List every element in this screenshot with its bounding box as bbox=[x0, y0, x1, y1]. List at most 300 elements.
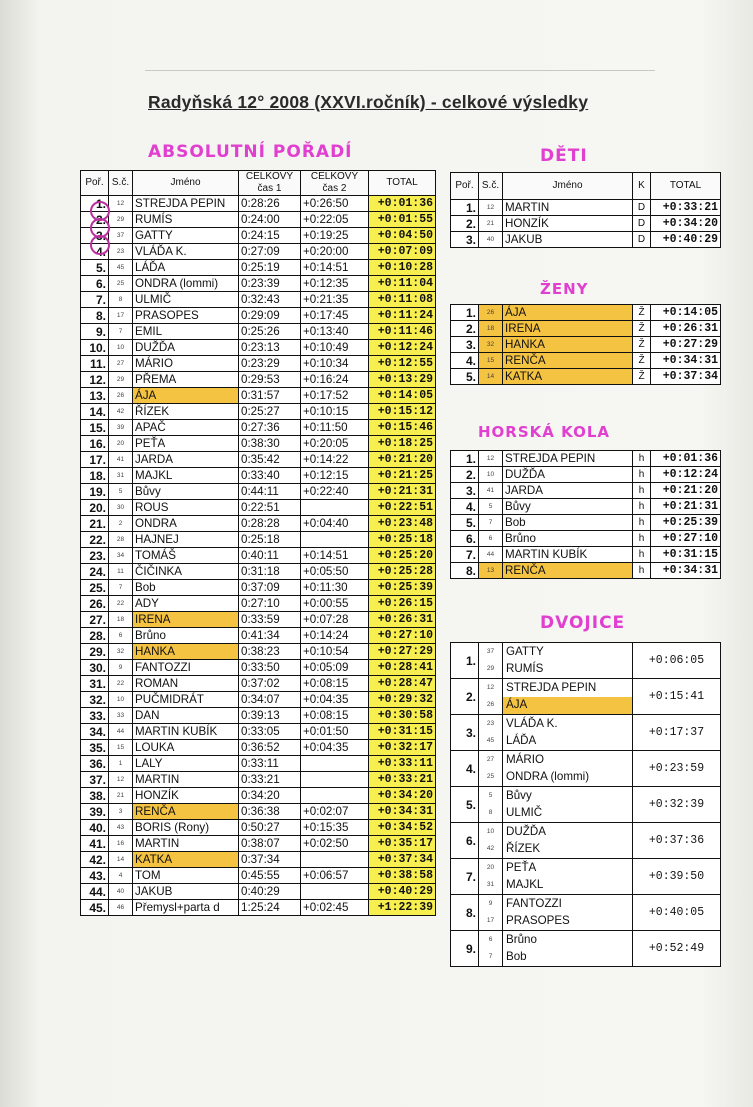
start-number-2: 17 bbox=[486, 916, 495, 924]
total-cell: +0:28:41 bbox=[369, 660, 436, 676]
start-number-cell: 17 bbox=[109, 308, 133, 324]
total-cell: +0:26:31 bbox=[651, 321, 721, 337]
time2-cell: +0:12:15 bbox=[301, 468, 369, 484]
rank-cell: 3. bbox=[451, 715, 479, 751]
table-row bbox=[451, 787, 721, 823]
time1-cell: 0:31:57 bbox=[239, 388, 301, 404]
total-cell: +0:30:58 bbox=[369, 708, 436, 724]
rank-cell: 2. bbox=[81, 212, 109, 228]
rank-cell: 43. bbox=[81, 868, 109, 884]
total-cell: +0:21:31 bbox=[369, 484, 436, 500]
total-cell: +0:32:17 bbox=[369, 740, 436, 756]
col-name: Jméno bbox=[503, 173, 633, 200]
table-row bbox=[81, 532, 436, 548]
bikes-heading: HORSKÁ KOLA bbox=[478, 423, 610, 441]
name-cell: PUČMIDRÁT bbox=[133, 692, 239, 708]
table-row bbox=[81, 884, 436, 900]
table-row bbox=[81, 900, 436, 916]
start-number-cell: 3 bbox=[109, 804, 133, 820]
table-row bbox=[81, 244, 436, 260]
category-cell: D bbox=[633, 216, 651, 232]
name-cell: VLÁĎA K. bbox=[133, 244, 239, 260]
name-cell: BORIS (Rony) bbox=[133, 820, 239, 836]
start-number-cell: 5 bbox=[109, 484, 133, 500]
rank-cell: 17. bbox=[81, 452, 109, 468]
rank-cell: 37. bbox=[81, 772, 109, 788]
start-number-2: 8 bbox=[488, 808, 493, 816]
start-number-cell: 44 bbox=[109, 724, 133, 740]
total-cell: +0:31:15 bbox=[369, 724, 436, 740]
rank-cell: 5. bbox=[451, 369, 479, 385]
time2-cell: +0:15:35 bbox=[301, 820, 369, 836]
rank-cell: 33. bbox=[81, 708, 109, 724]
time1-cell: 0:31:18 bbox=[239, 564, 301, 580]
start-number-cell: 40 bbox=[479, 232, 503, 248]
time2-cell: +0:04:40 bbox=[301, 516, 369, 532]
rank-cell: 36. bbox=[81, 756, 109, 772]
rank-cell: 2. bbox=[451, 679, 479, 715]
time2-cell: +0:26:50 bbox=[301, 196, 369, 212]
total-cell: +0:32:39 bbox=[633, 787, 721, 823]
category-cell: h bbox=[633, 499, 651, 515]
col-name: Jméno bbox=[133, 171, 239, 196]
total-cell: +0:01:36 bbox=[369, 196, 436, 212]
time2-cell: +0:02:50 bbox=[301, 836, 369, 852]
table-row bbox=[81, 820, 436, 836]
total-cell: +0:01:36 bbox=[651, 451, 721, 467]
pair-member-1: Bůvy bbox=[506, 788, 532, 802]
time2-cell: +0:16:24 bbox=[301, 372, 369, 388]
time1-cell: 0:37:34 bbox=[239, 852, 301, 868]
start-number-cell: 32 bbox=[479, 337, 503, 353]
start-number-cell: 6 bbox=[479, 531, 503, 547]
total-cell: +0:25:39 bbox=[369, 580, 436, 596]
total-cell: +0:34:20 bbox=[369, 788, 436, 804]
name-cell: HANKA bbox=[503, 337, 633, 353]
time1-cell: 0:41:34 bbox=[239, 628, 301, 644]
start-number-cell: 9 bbox=[109, 660, 133, 676]
name-cell: JAKUB bbox=[503, 232, 633, 248]
total-cell: +0:14:05 bbox=[651, 305, 721, 321]
table-row bbox=[81, 340, 436, 356]
time1-cell: 0:35:42 bbox=[239, 452, 301, 468]
start-number-cell: 11 bbox=[109, 564, 133, 580]
total-cell: +0:25:39 bbox=[651, 515, 721, 531]
category-cell: h bbox=[633, 467, 651, 483]
time1-cell: 0:27:36 bbox=[239, 420, 301, 436]
category-cell: D bbox=[633, 232, 651, 248]
time1-cell: 0:37:09 bbox=[239, 580, 301, 596]
category-cell: Ž bbox=[633, 353, 651, 369]
rank-cell: 2. bbox=[451, 467, 479, 483]
rank-cell: 24. bbox=[81, 564, 109, 580]
rank-cell: 8. bbox=[81, 308, 109, 324]
table-row bbox=[81, 612, 436, 628]
pair-member-2: ULMIČ bbox=[506, 805, 543, 819]
total-cell: +0:27:29 bbox=[369, 644, 436, 660]
rank-cell: 8. bbox=[451, 895, 479, 931]
time2-cell bbox=[301, 788, 369, 804]
time2-cell: +0:22:05 bbox=[301, 212, 369, 228]
table-row bbox=[81, 804, 436, 820]
rank-cell: 42. bbox=[81, 852, 109, 868]
start-number-cell bbox=[479, 859, 503, 895]
table-row bbox=[81, 692, 436, 708]
total-cell: +0:37:34 bbox=[369, 852, 436, 868]
rank-cell: 22. bbox=[81, 532, 109, 548]
total-cell: +0:14:05 bbox=[369, 388, 436, 404]
time2-cell: +0:04:35 bbox=[301, 740, 369, 756]
table-row bbox=[81, 708, 436, 724]
rank-cell: 3. bbox=[451, 232, 479, 248]
start-number-cell: 20 bbox=[109, 436, 133, 452]
table-row bbox=[451, 216, 721, 232]
pair-member-1: Brůno bbox=[506, 932, 537, 946]
start-number-cell: 15 bbox=[109, 740, 133, 756]
start-number-cell bbox=[479, 931, 503, 967]
table-header-row bbox=[451, 173, 721, 200]
start-number-cell: 37 bbox=[109, 228, 133, 244]
time1-cell: 0:45:55 bbox=[239, 868, 301, 884]
table-row bbox=[81, 868, 436, 884]
total-cell: +0:26:15 bbox=[369, 596, 436, 612]
table-row bbox=[451, 305, 721, 321]
time2-cell: +0:19:25 bbox=[301, 228, 369, 244]
time1-cell: 0:23:29 bbox=[239, 356, 301, 372]
absolute-ranking-heading: ABSOLUTNÍ POŘADÍ bbox=[148, 142, 353, 162]
start-number-cell: 7 bbox=[109, 580, 133, 596]
name-cell: FANTOZZI bbox=[133, 660, 239, 676]
start-number-1: 20 bbox=[486, 863, 495, 871]
table-row bbox=[451, 467, 721, 483]
total-cell: +0:25:20 bbox=[369, 548, 436, 564]
time2-cell: +0:14:51 bbox=[301, 548, 369, 564]
time1-cell: 0:29:53 bbox=[239, 372, 301, 388]
table-row bbox=[81, 676, 436, 692]
start-number-cell: 18 bbox=[479, 321, 503, 337]
name-cell: ROMAN bbox=[133, 676, 239, 692]
col-rank: Poř. bbox=[81, 171, 109, 196]
rank-cell: 4. bbox=[451, 751, 479, 787]
start-number-cell: 12 bbox=[109, 772, 133, 788]
start-number-cell: 12 bbox=[479, 200, 503, 216]
start-number-2: 7 bbox=[488, 952, 493, 960]
start-number-2: 26 bbox=[486, 700, 495, 708]
rank-cell: 14. bbox=[81, 404, 109, 420]
time1-cell: 0:23:39 bbox=[239, 276, 301, 292]
start-number-cell: 22 bbox=[109, 596, 133, 612]
time1-cell: 0:33:40 bbox=[239, 468, 301, 484]
total-cell: +0:39:50 bbox=[633, 859, 721, 895]
rank-cell: 4. bbox=[451, 353, 479, 369]
time2-cell: +0:01:50 bbox=[301, 724, 369, 740]
time2-cell: +0:02:07 bbox=[301, 804, 369, 820]
total-cell: +0:34:31 bbox=[651, 353, 721, 369]
start-number-cell: 5 bbox=[479, 499, 503, 515]
name-cell: TOMÁŠ bbox=[133, 548, 239, 564]
name-cell: ŘÍZEK bbox=[133, 404, 239, 420]
time2-cell bbox=[301, 500, 369, 516]
table-row bbox=[81, 724, 436, 740]
time1-cell: 0:27:09 bbox=[239, 244, 301, 260]
women-heading: ŽENY bbox=[540, 280, 589, 298]
time1-cell: 0:36:52 bbox=[239, 740, 301, 756]
total-cell: +0:01:55 bbox=[369, 212, 436, 228]
time2-cell bbox=[301, 772, 369, 788]
table-row bbox=[451, 353, 721, 369]
start-number-2: 31 bbox=[486, 880, 495, 888]
table-row bbox=[81, 404, 436, 420]
pair-member-2: PRASOPES bbox=[506, 913, 570, 927]
time1-cell: 1:25:24 bbox=[239, 900, 301, 916]
start-number-cell: 23 bbox=[109, 244, 133, 260]
category-cell: h bbox=[633, 515, 651, 531]
name-cell: JAKUB bbox=[133, 884, 239, 900]
name-cell: Brůno bbox=[133, 628, 239, 644]
name-cell: MÁRIO bbox=[133, 356, 239, 372]
time2-cell bbox=[301, 852, 369, 868]
table-row bbox=[81, 836, 436, 852]
time1-cell: 0:27:10 bbox=[239, 596, 301, 612]
name-cell: Brůno bbox=[503, 531, 633, 547]
time2-cell: +0:08:15 bbox=[301, 708, 369, 724]
rank-cell: 9. bbox=[81, 324, 109, 340]
name-cell: DUŽĎA bbox=[503, 467, 633, 483]
time1-cell: 0:25:27 bbox=[239, 404, 301, 420]
start-number-cell: 40 bbox=[109, 884, 133, 900]
time2-cell: +0:10:49 bbox=[301, 340, 369, 356]
start-number-cell: 10 bbox=[109, 340, 133, 356]
name-cell: LÁĎA bbox=[133, 260, 239, 276]
rank-cell: 1. bbox=[81, 196, 109, 212]
start-number-cell: 2 bbox=[109, 516, 133, 532]
table-row bbox=[81, 452, 436, 468]
start-number-cell: 28 bbox=[109, 532, 133, 548]
total-cell: +0:27:29 bbox=[651, 337, 721, 353]
name-cell: IRENA bbox=[133, 612, 239, 628]
rank-cell: 3. bbox=[451, 483, 479, 499]
rank-cell: 3. bbox=[81, 228, 109, 244]
name-cell: Bob bbox=[503, 515, 633, 531]
rank-cell: 7. bbox=[81, 292, 109, 308]
col-total: TOTAL bbox=[651, 173, 721, 200]
start-number-cell: 13 bbox=[479, 563, 503, 579]
table-row bbox=[451, 483, 721, 499]
total-cell: +0:27:10 bbox=[369, 628, 436, 644]
table-row bbox=[451, 499, 721, 515]
pair-names-cell bbox=[503, 751, 633, 787]
start-number-2: 42 bbox=[486, 844, 495, 852]
total-cell: +0:12:24 bbox=[369, 340, 436, 356]
rank-cell: 6. bbox=[451, 823, 479, 859]
total-cell: +0:10:28 bbox=[369, 260, 436, 276]
total-cell: +0:38:58 bbox=[369, 868, 436, 884]
start-number-cell bbox=[479, 679, 503, 715]
name-cell: Bob bbox=[133, 580, 239, 596]
table-row bbox=[81, 852, 436, 868]
pair-names-cell bbox=[503, 859, 633, 895]
time2-cell: +0:06:57 bbox=[301, 868, 369, 884]
total-cell: +0:23:59 bbox=[633, 751, 721, 787]
name-cell: GATTY bbox=[133, 228, 239, 244]
total-cell: +0:13:29 bbox=[369, 372, 436, 388]
time1-cell: 0:28:26 bbox=[239, 196, 301, 212]
name-cell: IRENA bbox=[503, 321, 633, 337]
name-cell: RENČA bbox=[503, 563, 633, 579]
time1-cell: 0:25:18 bbox=[239, 532, 301, 548]
start-number-cell: 7 bbox=[109, 324, 133, 340]
start-number-cell bbox=[479, 715, 503, 751]
total-cell: +0:06:05 bbox=[633, 643, 721, 679]
pair-names-cell bbox=[503, 715, 633, 751]
start-number-cell bbox=[479, 895, 503, 931]
start-number-cell: 39 bbox=[109, 420, 133, 436]
time2-cell: +0:12:35 bbox=[301, 276, 369, 292]
rank-cell: 6. bbox=[81, 276, 109, 292]
total-cell: +0:31:15 bbox=[651, 547, 721, 563]
name-cell: MAJKL bbox=[133, 468, 239, 484]
time1-cell: 0:40:11 bbox=[239, 548, 301, 564]
name-cell: MARTIN bbox=[133, 836, 239, 852]
name-cell: MARTIN KUBÍK bbox=[133, 724, 239, 740]
time2-cell: +0:02:45 bbox=[301, 900, 369, 916]
name-cell: MARTIN bbox=[503, 200, 633, 216]
name-cell: Bůvy bbox=[503, 499, 633, 515]
name-cell: DAN bbox=[133, 708, 239, 724]
rank-cell: 2. bbox=[451, 216, 479, 232]
rank-cell: 11. bbox=[81, 356, 109, 372]
rank-cell: 30. bbox=[81, 660, 109, 676]
start-number-cell: 41 bbox=[109, 452, 133, 468]
name-cell: ROUS bbox=[133, 500, 239, 516]
total-cell: +0:27:10 bbox=[651, 531, 721, 547]
start-number-cell bbox=[479, 643, 503, 679]
kids-results-table bbox=[450, 172, 721, 248]
table-row bbox=[451, 547, 721, 563]
start-number-1: 37 bbox=[486, 647, 495, 655]
time1-cell: 0:38:07 bbox=[239, 836, 301, 852]
table-row bbox=[451, 751, 721, 787]
table-row bbox=[81, 660, 436, 676]
pair-member-1: GATTY bbox=[506, 644, 544, 658]
table-row bbox=[81, 260, 436, 276]
rank-cell: 31. bbox=[81, 676, 109, 692]
total-cell: +0:25:18 bbox=[369, 532, 436, 548]
total-cell: +0:11:04 bbox=[369, 276, 436, 292]
start-number-cell: 4 bbox=[109, 868, 133, 884]
col-sc: S.č. bbox=[109, 171, 133, 196]
pair-member-1: STREJDA PEPIN bbox=[506, 680, 597, 694]
total-cell: +0:11:46 bbox=[369, 324, 436, 340]
table-row bbox=[451, 563, 721, 579]
start-number-cell: 14 bbox=[479, 369, 503, 385]
name-cell: RUMÍS bbox=[133, 212, 239, 228]
time2-cell: +0:11:50 bbox=[301, 420, 369, 436]
total-cell: +0:34:31 bbox=[651, 563, 721, 579]
total-cell: +0:40:05 bbox=[633, 895, 721, 931]
start-number-cell: 26 bbox=[109, 388, 133, 404]
col-time2 bbox=[301, 171, 369, 196]
table-row bbox=[451, 200, 721, 216]
rank-cell: 28. bbox=[81, 628, 109, 644]
start-number-cell: 22 bbox=[109, 676, 133, 692]
name-cell: PŘEMA bbox=[133, 372, 239, 388]
total-cell: +0:15:41 bbox=[633, 679, 721, 715]
pair-member-2: ŘÍZEK bbox=[506, 841, 541, 855]
time1-cell: 0:33:21 bbox=[239, 772, 301, 788]
table-row bbox=[451, 859, 721, 895]
rank-cell: 10. bbox=[81, 340, 109, 356]
total-cell: +0:11:08 bbox=[369, 292, 436, 308]
absolute-results-table bbox=[80, 170, 436, 916]
pair-names-cell bbox=[503, 823, 633, 859]
name-cell: MARTIN KUBÍK bbox=[503, 547, 633, 563]
start-number-cell: 27 bbox=[109, 356, 133, 372]
table-row bbox=[451, 337, 721, 353]
time1-cell: 0:37:02 bbox=[239, 676, 301, 692]
category-cell: h bbox=[633, 483, 651, 499]
table-row bbox=[81, 372, 436, 388]
table-row bbox=[81, 500, 436, 516]
name-cell: LOUKA bbox=[133, 740, 239, 756]
total-cell: +0:18:25 bbox=[369, 436, 436, 452]
time1-cell: 0:24:15 bbox=[239, 228, 301, 244]
kids-heading: DĚTI bbox=[540, 146, 588, 166]
start-number-1: 12 bbox=[486, 683, 495, 691]
category-cell: Ž bbox=[633, 321, 651, 337]
table-row bbox=[81, 772, 436, 788]
pair-names-cell bbox=[503, 787, 633, 823]
time2-cell: +0:17:45 bbox=[301, 308, 369, 324]
table-row bbox=[81, 308, 436, 324]
time1-cell: 0:22:51 bbox=[239, 500, 301, 516]
name-cell: ADY bbox=[133, 596, 239, 612]
time2-cell: +0:10:54 bbox=[301, 644, 369, 660]
start-number-cell: 10 bbox=[479, 467, 503, 483]
table-row bbox=[81, 468, 436, 484]
name-cell: HAJNEJ bbox=[133, 532, 239, 548]
table-row bbox=[81, 388, 436, 404]
name-cell: JARDA bbox=[503, 483, 633, 499]
start-number-cell: 31 bbox=[109, 468, 133, 484]
rank-cell: 38. bbox=[81, 788, 109, 804]
total-cell: +0:25:28 bbox=[369, 564, 436, 580]
total-cell: +0:23:48 bbox=[369, 516, 436, 532]
bikes-results-table bbox=[450, 450, 721, 579]
total-cell: +0:40:29 bbox=[651, 232, 721, 248]
rank-cell: 5. bbox=[451, 515, 479, 531]
rank-cell: 32. bbox=[81, 692, 109, 708]
time1-cell: 0:33:05 bbox=[239, 724, 301, 740]
time1-cell: 0:38:23 bbox=[239, 644, 301, 660]
col-sc: S.č. bbox=[479, 173, 503, 200]
col-total: TOTAL bbox=[369, 171, 436, 196]
time1-cell: 0:24:00 bbox=[239, 212, 301, 228]
start-number-cell: 29 bbox=[109, 212, 133, 228]
start-number-1: 10 bbox=[486, 827, 495, 835]
start-number-cell: 34 bbox=[109, 548, 133, 564]
time2-cell: +0:21:35 bbox=[301, 292, 369, 308]
rank-cell: 9. bbox=[451, 931, 479, 967]
start-number-cell: 10 bbox=[109, 692, 133, 708]
pair-member-2: ÁJA bbox=[503, 697, 632, 714]
rank-cell: 23. bbox=[81, 548, 109, 564]
start-number-cell: 45 bbox=[109, 260, 133, 276]
table-row bbox=[81, 228, 436, 244]
pair-names-cell bbox=[503, 931, 633, 967]
rank-cell: 19. bbox=[81, 484, 109, 500]
time2-cell: +0:14:22 bbox=[301, 452, 369, 468]
